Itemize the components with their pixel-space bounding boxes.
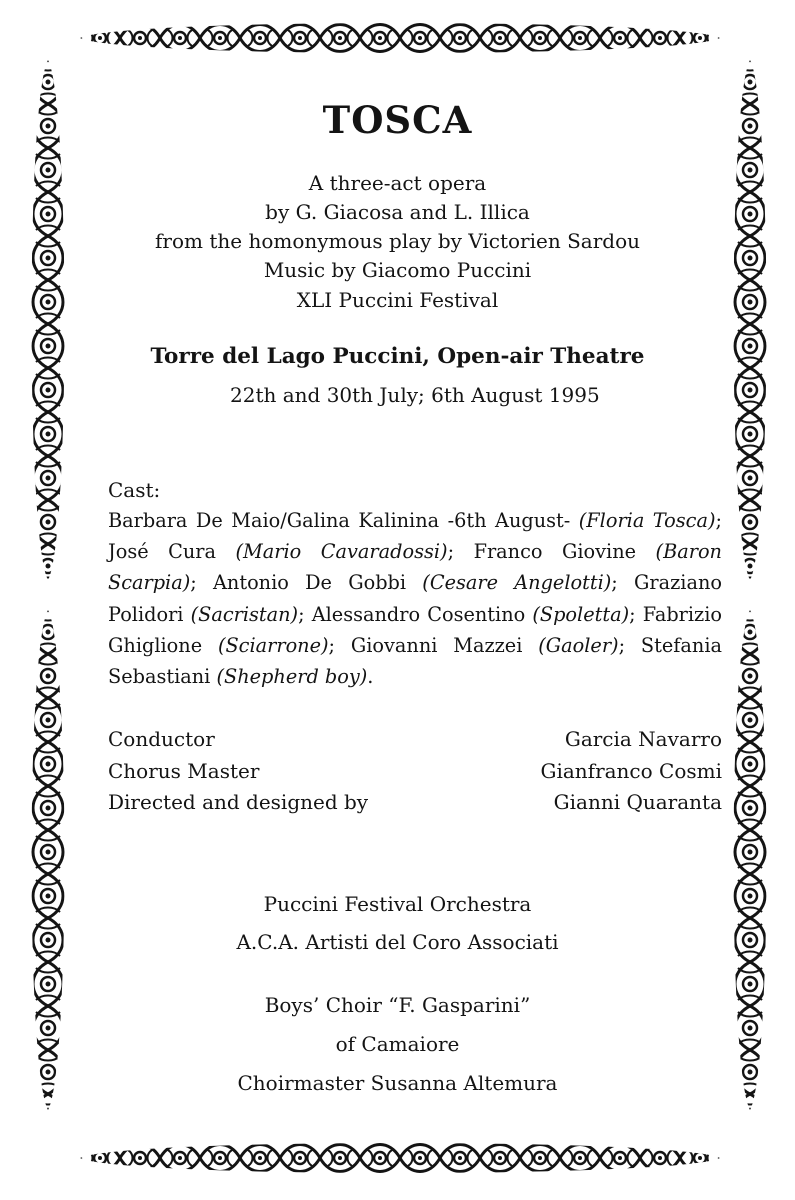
subtitle-line: Music by Giacomo Puccini — [263, 258, 532, 282]
cast-role: (Baron Scarpia) — [108, 540, 722, 595]
cast-performer: José Cura — [108, 540, 217, 564]
cast-role: (Spoletta) — [532, 602, 630, 626]
cast-role: (Sciarrone) — [217, 633, 329, 657]
cast-performer: Fabrizio Ghiglione — [108, 602, 722, 657]
ornament-top-border — [80, 16, 720, 60]
credit-value: Garcia Navarro — [564, 727, 722, 751]
credit-label: Conductor — [108, 727, 215, 751]
cast-role: (Floria Tosca) — [578, 509, 716, 532]
cast-performer: Giovanni Mazzei — [350, 633, 523, 657]
cast-role: (Sacristan) — [190, 602, 299, 626]
subtitle-line: from the homonymous play by Victorien Sardou — [155, 229, 640, 253]
ensemble-line: Choirmaster Susanna Altemura — [237, 1071, 558, 1095]
venue-heading: Torre del Lago Puccini, Open-air Theatre — [150, 344, 645, 369]
cast-performer: Stefania Sebastiani — [108, 633, 722, 689]
page-title: TOSCA — [322, 98, 473, 142]
performance-dates: 22th and 30th July; 6th August 1995 — [230, 383, 600, 407]
credit-label: Directed and designed by — [108, 790, 369, 814]
ensemble-line: Boys’ Choir “F. Gasparini” — [264, 993, 531, 1017]
ensemble-line: Puccini Festival Orchestra — [263, 892, 532, 916]
ensemble-line: of Camaiore — [335, 1032, 460, 1056]
cast-performer: Barbara De Maio/Galina Kalinina -6th August- — [108, 509, 571, 532]
subtitle-line: XLI Puccini Festival — [296, 288, 499, 312]
cast-performer: Antonio De Gobbi — [212, 571, 407, 595]
credit-label: Chorus Master — [108, 759, 260, 783]
cast-performer: Franco Giovine — [473, 540, 637, 564]
ornament-bottom-border — [80, 1136, 720, 1180]
cast-performer: Graziano Polidori — [108, 571, 722, 626]
cast-label: Cast: — [108, 478, 161, 502]
credit-value: Gianfranco Cosmi — [540, 759, 722, 783]
cast-role: (Shepherd boy) — [216, 665, 368, 689]
subtitle-line: by G. Giacosa and L. Illica — [265, 200, 530, 224]
cast-list: Barbara De Maio/Galina Kalinina -6th August- (Floria Tosca); José Cura (Mario Cavaradossi); Franco Giovine (Baron Scarpia); Antonio De Gobbi (Cesare Angelotti); Graziano Polidori (Sacristan); Alessandro Cosentino (Spoletta); Fabrizio Ghiglione (Sciarrone); Giovanni Mazzei (Gaoler); Stefania Sebastiani (Shepherd boy). — [108, 509, 722, 689]
credit-value: Gianni Quaranta — [553, 790, 722, 814]
subtitle-line: A three-act opera — [308, 171, 487, 195]
cast-role: (Gaoler) — [538, 633, 619, 657]
ensemble-line: A.C.A. Artisti del Coro Associati — [236, 930, 559, 954]
cast-role: (Cesare Angelotti) — [422, 571, 612, 595]
cast-role: (Mario Cavaradossi) — [235, 540, 448, 564]
cast-performer: Alessandro Cosentino — [311, 602, 526, 626]
